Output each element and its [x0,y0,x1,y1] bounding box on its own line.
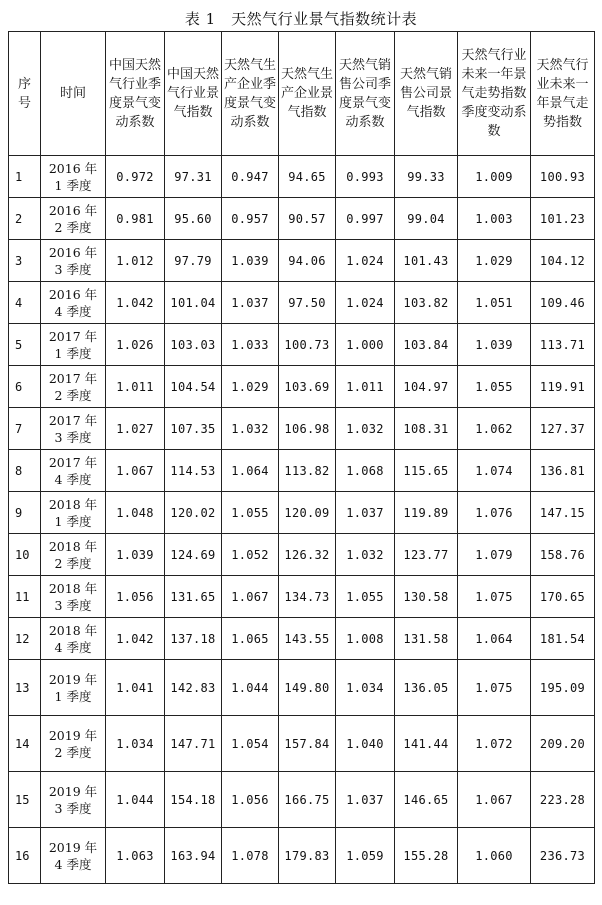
cell-sales-coef: 1.037 [336,492,395,534]
cell-future-coef: 1.076 [458,492,531,534]
cell-production-index: 143.55 [279,618,336,660]
cell-industry-coef: 1.026 [106,324,165,366]
index-table [8,31,595,884]
row-time [41,198,106,240]
row-time [41,716,106,772]
cell-sales-index: 103.84 [395,324,458,366]
cell-production-index: 126.32 [279,534,336,576]
cell-sales-coef: 1.040 [336,716,395,772]
row-quarter: 4 季度 [54,639,92,655]
row-index: 6 [9,366,41,408]
row-index: 11 [9,576,41,618]
cell-production-coef: 1.033 [222,324,279,366]
table-row [9,282,595,324]
cell-industry-index: 147.71 [165,716,222,772]
cell-production-index: 157.84 [279,716,336,772]
cell-future-index: 127.37 [531,408,595,450]
cell-industry-index: 107.35 [165,408,222,450]
row-time [41,576,106,618]
row-quarter: 2 季度 [54,744,92,760]
cell-sales-index: 99.04 [395,198,458,240]
cell-industry-coef: 1.041 [106,660,165,716]
row-year: 2016 年 [48,286,98,302]
row-index: 12 [9,618,41,660]
cell-industry-index: 97.79 [165,240,222,282]
cell-future-index: 209.20 [531,716,595,772]
cell-industry-coef: 1.042 [106,282,165,324]
row-quarter: 2 季度 [54,555,92,571]
table-row [9,198,595,240]
cell-future-coef: 1.079 [458,534,531,576]
cell-industry-coef: 1.044 [106,772,165,828]
cell-industry-index: 142.83 [165,660,222,716]
cell-future-coef: 1.067 [458,772,531,828]
cell-production-index: 166.75 [279,772,336,828]
cell-future-coef: 1.029 [458,240,531,282]
cell-future-index: 136.81 [531,450,595,492]
header-row [9,32,595,156]
row-index: 16 [9,828,41,884]
cell-future-index: 101.23 [531,198,595,240]
row-year: 2019 年 [48,783,98,799]
row-index: 9 [9,492,41,534]
cell-industry-index: 120.02 [165,492,222,534]
cell-sales-coef: 1.034 [336,660,395,716]
cell-production-index: 94.65 [279,156,336,198]
cell-production-index: 179.83 [279,828,336,884]
cell-production-index: 149.80 [279,660,336,716]
row-index: 15 [9,772,41,828]
cell-sales-index: 123.77 [395,534,458,576]
cell-production-coef: 1.055 [222,492,279,534]
cell-industry-coef: 1.027 [106,408,165,450]
cell-future-index: 104.12 [531,240,595,282]
row-year: 2017 年 [48,328,98,344]
row-time [41,828,106,884]
cell-sales-coef: 1.024 [336,240,395,282]
cell-industry-index: 124.69 [165,534,222,576]
cell-future-coef: 1.064 [458,618,531,660]
row-quarter: 1 季度 [54,688,92,704]
row-index: 8 [9,450,41,492]
cell-sales-index: 103.82 [395,282,458,324]
cell-future-coef: 1.074 [458,450,531,492]
row-time [41,772,106,828]
cell-industry-coef: 0.972 [106,156,165,198]
row-quarter: 3 季度 [54,429,92,445]
cell-future-index: 195.09 [531,660,595,716]
row-quarter: 3 季度 [54,597,92,613]
cell-sales-coef: 1.037 [336,772,395,828]
cell-production-index: 94.06 [279,240,336,282]
cell-sales-coef: 1.068 [336,450,395,492]
cell-industry-coef: 1.012 [106,240,165,282]
cell-sales-coef: 1.000 [336,324,395,366]
cell-production-index: 120.09 [279,492,336,534]
cell-production-coef: 1.065 [222,618,279,660]
cell-sales-index: 136.05 [395,660,458,716]
table-row [9,366,595,408]
cell-future-coef: 1.062 [458,408,531,450]
cell-sales-coef: 0.997 [336,198,395,240]
cell-production-index: 106.98 [279,408,336,450]
row-year: 2018 年 [48,538,98,554]
cell-production-coef: 1.044 [222,660,279,716]
row-quarter: 1 季度 [54,177,92,193]
cell-production-index: 103.69 [279,366,336,408]
row-year: 2019 年 [48,839,98,855]
cell-sales-index: 99.33 [395,156,458,198]
cell-industry-index: 95.60 [165,198,222,240]
cell-industry-coef: 1.067 [106,450,165,492]
row-quarter: 4 季度 [54,303,92,319]
cell-sales-index: 130.58 [395,576,458,618]
cell-future-coef: 1.075 [458,660,531,716]
row-quarter: 3 季度 [54,800,92,816]
row-time [41,618,106,660]
cell-production-coef: 1.029 [222,366,279,408]
cell-future-coef: 1.075 [458,576,531,618]
cell-industry-coef: 1.039 [106,534,165,576]
row-index: 14 [9,716,41,772]
cell-industry-coef: 1.048 [106,492,165,534]
header-sales-index: 天然气销售公司景气指数 [395,32,458,156]
cell-industry-coef: 1.063 [106,828,165,884]
cell-sales-coef: 1.059 [336,828,395,884]
cell-production-coef: 1.067 [222,576,279,618]
cell-sales-index: 101.43 [395,240,458,282]
row-index: 3 [9,240,41,282]
row-index: 10 [9,534,41,576]
cell-production-coef: 1.039 [222,240,279,282]
cell-industry-index: 101.04 [165,282,222,324]
cell-sales-index: 141.44 [395,716,458,772]
cell-production-index: 113.82 [279,450,336,492]
row-year: 2019 年 [48,727,98,743]
row-quarter: 4 季度 [54,856,92,872]
cell-future-index: 181.54 [531,618,595,660]
row-time [41,156,106,198]
cell-industry-index: 97.31 [165,156,222,198]
row-quarter: 1 季度 [54,513,92,529]
cell-sales-coef: 1.011 [336,366,395,408]
cell-sales-coef: 1.024 [336,282,395,324]
table-title: 表 1 天然气行业景气指数统计表 [184,10,418,28]
row-year: 2016 年 [48,244,98,260]
cell-production-index: 134.73 [279,576,336,618]
cell-production-coef: 0.957 [222,198,279,240]
cell-industry-index: 103.03 [165,324,222,366]
row-index: 7 [9,408,41,450]
cell-industry-coef: 1.034 [106,716,165,772]
table-row [9,576,595,618]
cell-future-index: 158.76 [531,534,595,576]
cell-sales-index: 104.97 [395,366,458,408]
row-year: 2016 年 [48,160,98,176]
cell-production-index: 90.57 [279,198,336,240]
cell-production-coef: 1.056 [222,772,279,828]
cell-future-index: 147.15 [531,492,595,534]
row-quarter: 4 季度 [54,471,92,487]
cell-future-index: 170.65 [531,576,595,618]
row-time [41,366,106,408]
cell-future-index: 109.46 [531,282,595,324]
cell-future-coef: 1.003 [458,198,531,240]
row-year: 2017 年 [48,454,98,470]
header-industry-index: 中国天然气行业景气指数 [165,32,222,156]
header-future-index: 天然气行业未来一年景气走势指数 [531,32,595,156]
table-row [9,660,595,716]
cell-future-coef: 1.039 [458,324,531,366]
header-production-index: 天然气生产企业景气指数 [279,32,336,156]
cell-future-coef: 1.009 [458,156,531,198]
row-time [41,324,106,366]
row-time [41,492,106,534]
cell-sales-index: 155.28 [395,828,458,884]
cell-future-coef: 1.060 [458,828,531,884]
row-index: 1 [9,156,41,198]
row-year: 2018 年 [48,496,98,512]
cell-industry-index: 131.65 [165,576,222,618]
table-row [9,716,595,772]
table-row [9,772,595,828]
row-year: 2017 年 [48,412,98,428]
cell-production-coef: 1.032 [222,408,279,450]
cell-production-coef: 1.052 [222,534,279,576]
cell-industry-coef: 1.056 [106,576,165,618]
table-row [9,324,595,366]
cell-sales-index: 119.89 [395,492,458,534]
cell-sales-coef: 1.008 [336,618,395,660]
header-production-coef: 天然气生产企业季度景气变动系数 [222,32,279,156]
cell-industry-index: 114.53 [165,450,222,492]
row-year: 2019 年 [48,671,98,687]
cell-future-index: 113.71 [531,324,595,366]
header-industry-coef: 中国天然气行业季度景气变动系数 [106,32,165,156]
row-time [41,240,106,282]
table-row [9,156,595,198]
row-time [41,408,106,450]
cell-sales-index: 115.65 [395,450,458,492]
header-future-coef: 天然气行业未来一年景气走势指数季度变动系数 [458,32,531,156]
cell-sales-index: 108.31 [395,408,458,450]
row-quarter: 2 季度 [54,219,92,235]
cell-production-index: 100.73 [279,324,336,366]
cell-sales-coef: 1.032 [336,408,395,450]
table-row [9,618,595,660]
row-index: 5 [9,324,41,366]
cell-future-index: 119.91 [531,366,595,408]
cell-sales-coef: 0.993 [336,156,395,198]
row-index: 2 [9,198,41,240]
row-time [41,282,106,324]
row-index: 13 [9,660,41,716]
cell-sales-index: 146.65 [395,772,458,828]
cell-production-coef: 1.037 [222,282,279,324]
row-quarter: 1 季度 [54,345,92,361]
cell-production-index: 97.50 [279,282,336,324]
cell-future-coef: 1.055 [458,366,531,408]
cell-production-coef: 0.947 [222,156,279,198]
cell-production-coef: 1.078 [222,828,279,884]
cell-production-coef: 1.064 [222,450,279,492]
cell-industry-coef: 1.042 [106,618,165,660]
cell-industry-index: 104.54 [165,366,222,408]
table-row [9,534,595,576]
cell-sales-coef: 1.032 [336,534,395,576]
row-time [41,450,106,492]
cell-industry-index: 163.94 [165,828,222,884]
row-quarter: 2 季度 [54,387,92,403]
cell-future-coef: 1.072 [458,716,531,772]
row-year: 2016 年 [48,202,98,218]
cell-future-coef: 1.051 [458,282,531,324]
cell-industry-coef: 1.011 [106,366,165,408]
header-sales-coef: 天然气销售公司季度景气变动系数 [336,32,395,156]
cell-industry-index: 154.18 [165,772,222,828]
row-time [41,660,106,716]
cell-future-index: 236.73 [531,828,595,884]
table-row [9,408,595,450]
header-index: 序号 [9,32,41,156]
cell-sales-coef: 1.055 [336,576,395,618]
row-time [41,534,106,576]
table-row [9,828,595,884]
cell-production-coef: 1.054 [222,716,279,772]
header-time: 时间 [41,32,106,156]
cell-industry-coef: 0.981 [106,198,165,240]
cell-sales-index: 131.58 [395,618,458,660]
table-row [9,450,595,492]
cell-future-index: 223.28 [531,772,595,828]
row-year: 2017 年 [48,370,98,386]
row-quarter: 3 季度 [54,261,92,277]
row-index: 4 [9,282,41,324]
table-row [9,240,595,282]
row-year: 2018 年 [48,622,98,638]
cell-future-index: 100.93 [531,156,595,198]
row-year: 2018 年 [48,580,98,596]
cell-industry-index: 137.18 [165,618,222,660]
table-row [9,492,595,534]
